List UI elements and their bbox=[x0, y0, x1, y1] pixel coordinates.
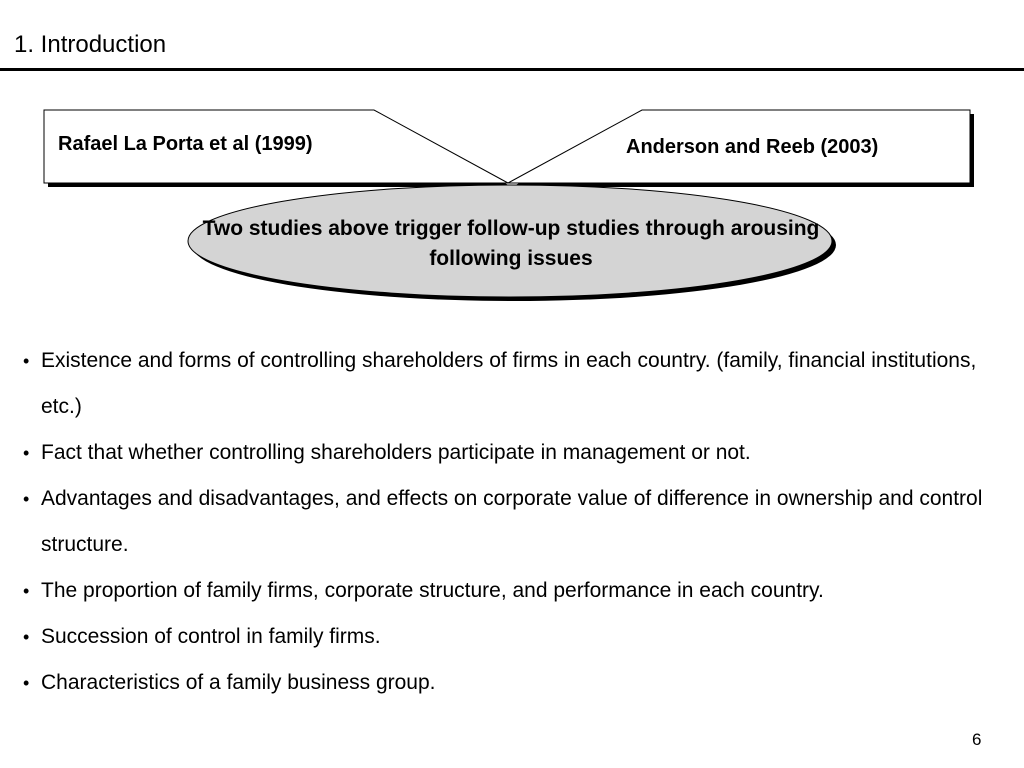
issues-bullet-list bbox=[20, 338, 1010, 706]
bullet-dot: • bbox=[23, 443, 30, 463]
bullet-dot: • bbox=[23, 351, 30, 371]
oval-text: Two studies above trigger follow-up studies through arousing following issues bbox=[202, 217, 820, 270]
right-callout-label: Anderson and Reeb (2003) bbox=[626, 136, 879, 158]
slide-title: 1. Introduction bbox=[14, 31, 167, 58]
page-number: 6 bbox=[972, 730, 982, 749]
bullet-text: Existence and forms of controlling shareholders of firms in each country. (family, financial institutions, etc.) bbox=[41, 349, 977, 418]
bullet-dot: • bbox=[23, 489, 30, 509]
bullet-text: Fact that whether controlling shareholders participate in management or not. bbox=[41, 441, 751, 464]
bullet-item bbox=[20, 568, 1010, 614]
bullet-dot: • bbox=[23, 673, 30, 693]
bullet-item bbox=[20, 660, 1010, 706]
bullet-item bbox=[20, 476, 1010, 568]
bullet-text: The proportion of family firms, corporate structure, and performance in each country. bbox=[41, 579, 824, 602]
bullet-text: Succession of control in family firms. bbox=[41, 625, 381, 648]
left-callout-label: Rafael La Porta et al (1999) bbox=[58, 133, 313, 155]
bullet-item bbox=[20, 338, 1010, 430]
bullet-dot: • bbox=[23, 581, 30, 601]
bullet-item bbox=[20, 430, 1010, 476]
bullet-item bbox=[20, 614, 1010, 660]
bullet-text: Characteristics of a family business group. bbox=[41, 671, 436, 694]
bullet-dot: • bbox=[23, 627, 30, 647]
bullet-text: Advantages and disadvantages, and effects on corporate value of difference in ownership and control structure. bbox=[41, 487, 983, 556]
